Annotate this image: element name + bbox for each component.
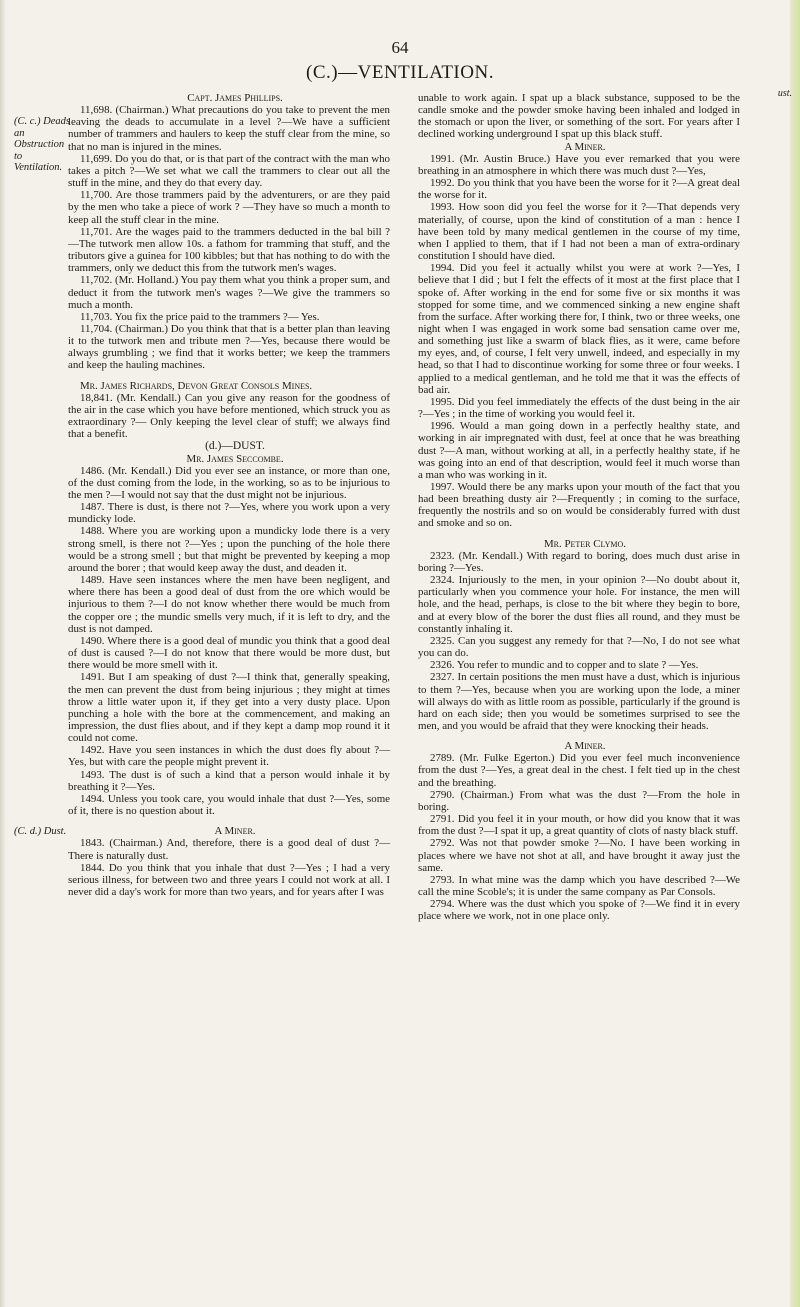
margin-note-deads: (C. c.) Deads an Obstruction to Ventilation. bbox=[14, 116, 70, 173]
testimony-paragraph: 1488. Where you are working upon a mundicky lode there is a very strong smell, is there not ?—Yes ; upon the punching of the hole there would be a strong smell ; but that might be prevented by keeping a mop around the borer ; that would keep away the dust, and deaden it. bbox=[68, 525, 390, 574]
witness-heading: A Miner. bbox=[564, 740, 606, 753]
testimony-paragraph: 2791. Did you feel it in your mouth, or how did you know that it was from the dust ?—I spat it up, a great quantity of clots of nasty black stuff. bbox=[418, 813, 740, 838]
testimony-paragraph: 11,702. (Mr. Holland.) You pay them what you think a proper sum, and deduct it from the tutwork men's wages ?—We give the trammers so much a month. bbox=[68, 274, 390, 311]
witness-heading: Mr. Peter Clymo. bbox=[544, 537, 626, 550]
testimony-paragraph: 18,841. (Mr. Kendall.) Can you give any reason for the goodness of the air in the case which you have before mentioned, which struck you as extraordinary ?— Only keeping the level clear of stuff; we always find that a benefit. bbox=[68, 391, 390, 441]
left-column bbox=[68, 92, 390, 898]
testimony-paragraph: 11,704. (Chairman.) Do you think that that is a better plan than leaving it to the tutwork men and tribute men ?—Yes, because there would be always grumbling ; we find that it works better; we keep the trammers and keep the hauling machines. bbox=[68, 322, 390, 372]
testimony-paragraph: 11,701. Are the wages paid to the trammers deducted in the bal bill ?—The tutwork men allow 10s. a fathom for tramming that stuff, and the tributors give a guinea for 100 kibbles; but that has nothing to do with the trammers, only we deduct this from the tutwork men's wages. bbox=[68, 225, 390, 275]
testimony-paragraph: 1996. Would a man going down in a perfectly healthy state, and working in air impregnated with dust, feel at once that he was breathing dust ?—A man, without working at all, in a perfectly healthy state, if he was going into an end of that description, would feel it much worse than a man who was working in it. bbox=[418, 420, 740, 481]
spacer bbox=[418, 530, 740, 538]
testimony-paragraph: 1844. Do you think that you inhale that dust ?—Yes ; I had a very serious illness, for between two and three years I could not work at all. I never did a day's work for more than two years, and for years after I was bbox=[68, 861, 390, 898]
testimony-paragraph: 2323. (Mr. Kendall.) With regard to boring, does much dust arise in boring ?—Yes. bbox=[418, 549, 740, 574]
testimony-paragraph: 2792. Was not that powder smoke ?—No. I have been working in places where we have not shot at all, and have brought it away just the same. bbox=[418, 837, 740, 874]
spacer bbox=[418, 732, 740, 740]
subsection-heading: (d.)—DUST. bbox=[205, 440, 265, 453]
testimony-paragraph: 11,703. You fix the price paid to the trammers ?— Yes. bbox=[80, 310, 320, 323]
witness-heading: A Miner. bbox=[564, 140, 606, 153]
testimony-paragraph: 1995. Did you feel immediately the effects of the dust being in the air ?—Yes ; in the time of working you would feel it. bbox=[418, 395, 740, 421]
testimony-paragraph: 1487. There is dust, is there not ?—Yes, where you work upon a very mundicky lode. bbox=[68, 501, 390, 526]
right-column bbox=[418, 92, 740, 922]
testimony-paragraph: 2327. In certain positions the men must have a dust, which is injurious to them ?—Yes, because when you are working upon the lode, a miner will always do with as little room as possible, particularly if the ground is hard on each side; then you would be sometimes surprised to see the men, and you would be afraid that they were knocking their heads. bbox=[418, 671, 740, 732]
spacer bbox=[68, 372, 390, 380]
page-number: 64 bbox=[391, 38, 409, 57]
testimony-paragraph: 1991. (Mr. Austin Bruce.) Have you ever remarked that you were breathing in an atmosphere in which there was much dust ?—Yes, bbox=[418, 152, 740, 177]
testimony-paragraph: 2790. (Chairman.) From what was the dust ?—From the hole in boring. bbox=[418, 788, 740, 813]
witness-heading: A Miner. bbox=[214, 825, 256, 838]
testimony-paragraph: 1993. How soon did you feel the worse for it ?—That depends very materially, of course, upon the kind of constitution of a man : hence I have been told by many medical gentlemen in the course of my time, when I applied to them, that if I had not been a man of extra-ordinary constitution I should have died. bbox=[418, 201, 740, 263]
witness-heading: Mr. James Richards, Devon Great Consols Mines. bbox=[80, 379, 313, 392]
witness-heading: Capt. James Phillips. bbox=[187, 92, 283, 104]
testimony-paragraph: 11,700. Are those trammers paid by the adventurers, or are they paid by the men who take a piece of work ? —They have so much a month to keep all the stuff clear in the mine. bbox=[68, 189, 390, 226]
witness-heading: Mr. James Seccombe. bbox=[186, 452, 284, 465]
testimony-paragraph: 1494. Unless you took care, you would inhale that dust ?—Yes, some of it, there is no question about it. bbox=[68, 792, 390, 818]
testimony-paragraph: 2324. Injuriously to the men, in your opinion ?—No doubt about it, particularly when you commence your hole. For instance, the men will hole, and the head, perhaps, is close to the bit where they begin to bore, and at every blow of the borer the dust flies all round, and they must be constantly inhaling it. bbox=[418, 574, 740, 635]
page-edge-left bbox=[0, 0, 6, 1307]
testimony-paragraph: 1994. Did you feel it actually whilst you were at work ?—Yes, I believe that I did ; but I felt the effects of it most at the first place that I spoke of. After working in the end for some five or six months it was stopped for some time, and we commenced sinking a new engine shaft from the surface. After working there for, I think, two or three weeks, one night when I was engaged in work some bad sensation came over me, and something just like a swarm of black flies, as it were, came before my eyes, and, of course, I felt very unwell, indeed, and especially in my head, so that I had to discontinue working for some three or four weeks. I applied to a medical gentleman, and he told me that it was the effects of bad air. bbox=[418, 262, 740, 396]
testimony-paragraph: 1486. (Mr. Kendall.) Did you ever see an instance, or more than one, of the dust coming from the lode, in the working, so as to be injurious to the men ?—I would not say that the dust might not be injurious. bbox=[68, 464, 390, 501]
spacer bbox=[68, 817, 390, 825]
testimony-paragraph: 2325. Can you suggest any remedy for that ?—No, I do not see what you can do. bbox=[418, 634, 740, 660]
testimony-paragraph: 2789. (Mr. Fulke Egerton.) Did you ever feel much inconvenience from the dust ?—Yes, a great deal in the chest. I felt tied up in the chest and the breathing. bbox=[418, 752, 740, 789]
testimony-paragraph: 1992. Do you think that you have been the worse for it ?—A great deal the worse for it. bbox=[418, 177, 740, 202]
testimony-paragraph: 1492. Have you seen instances in which the dust does fly about ?—Yes, but with care the people might prevent it. bbox=[68, 744, 390, 769]
page-edge-right bbox=[790, 0, 800, 1307]
testimony-paragraph: 1493. The dust is of such a kind that a person would inhale it by breathing it ?—Yes. bbox=[68, 768, 390, 793]
testimony-paragraph: 11,699. Do you do that, or is that part of the contract with the man who takes a pitch ?—We set what we call the trammers to clear out all the stuff in the mine, and they do that every day. bbox=[68, 152, 390, 190]
testimony-paragraph: 2793. In what mine was the damp which you have described ?—We call the mine Scoble's; it is under the same company as Par Consols. bbox=[418, 873, 740, 898]
testimony-paragraph: 1843. (Chairman.) And, therefore, there is a good deal of dust ?—There is naturally dust. bbox=[68, 837, 390, 862]
margin-note-right: ust. bbox=[777, 88, 792, 99]
testimony-paragraph: 1997. Would there be any marks upon your mouth of the fact that you had been breathing dusty air ?—Frequently ; in coming to the surface, frequently the nostrils and so on would be considerably furred with dust and smoke and so on. bbox=[418, 481, 740, 530]
margin-note-dust: (C. d.) Dust. bbox=[14, 826, 67, 837]
testimony-paragraph: 1491. But I am speaking of dust ?—I think that, generally speaking, the men can prevent the dust from being injurious ; they might at times throw a little water upon it, if they get into a very dusty place. Upon punching a hole with the bore at the commencement, and making an impression, the dust flies about, and if they kept a damp mop round it it could not come. bbox=[68, 671, 390, 745]
testimony-paragraph: 2794. Where was the dust which you spoke of ?—We find it in every place where we work, not in one place only. bbox=[418, 898, 740, 923]
testimony-paragraph: 1490. Where there is a good deal of mundic you think that a good deal of dust is caused ?—I do not know that there would be more dust, but there would be more smell with it. bbox=[68, 634, 390, 672]
testimony-paragraph: 1489. Have seen instances where the men have been negligent, and where there has been a good deal of dust from the ore which would be injurious to them ?—I do not know whether there would be much from the copper ore ; the mundic smells very much, if it is left to dry, and the dust is not damped. bbox=[68, 574, 390, 635]
testimony-paragraph: unable to work again. I spat up a black substance, supposed to be the candle smoke and the powder smoke having been inhaled and lodged in the stomach or upon the liver, or something of the sort. For years after I declined working underground I spat up this black stuff. bbox=[418, 92, 740, 141]
testimony-paragraph: 2326. You refer to mundic and to copper and to slate ? —Yes. bbox=[430, 659, 699, 672]
testimony-paragraph: 11,698. (Chairman.) What precautions do you take to prevent the men leaving the deads to accumulate in a level ?—We have a sufficient number of trammers and haulers to keep the stuff clear from the mine, so that no man is injured in the mines. bbox=[68, 104, 390, 153]
section-title: (C.)—VENTILATION. bbox=[306, 62, 494, 83]
